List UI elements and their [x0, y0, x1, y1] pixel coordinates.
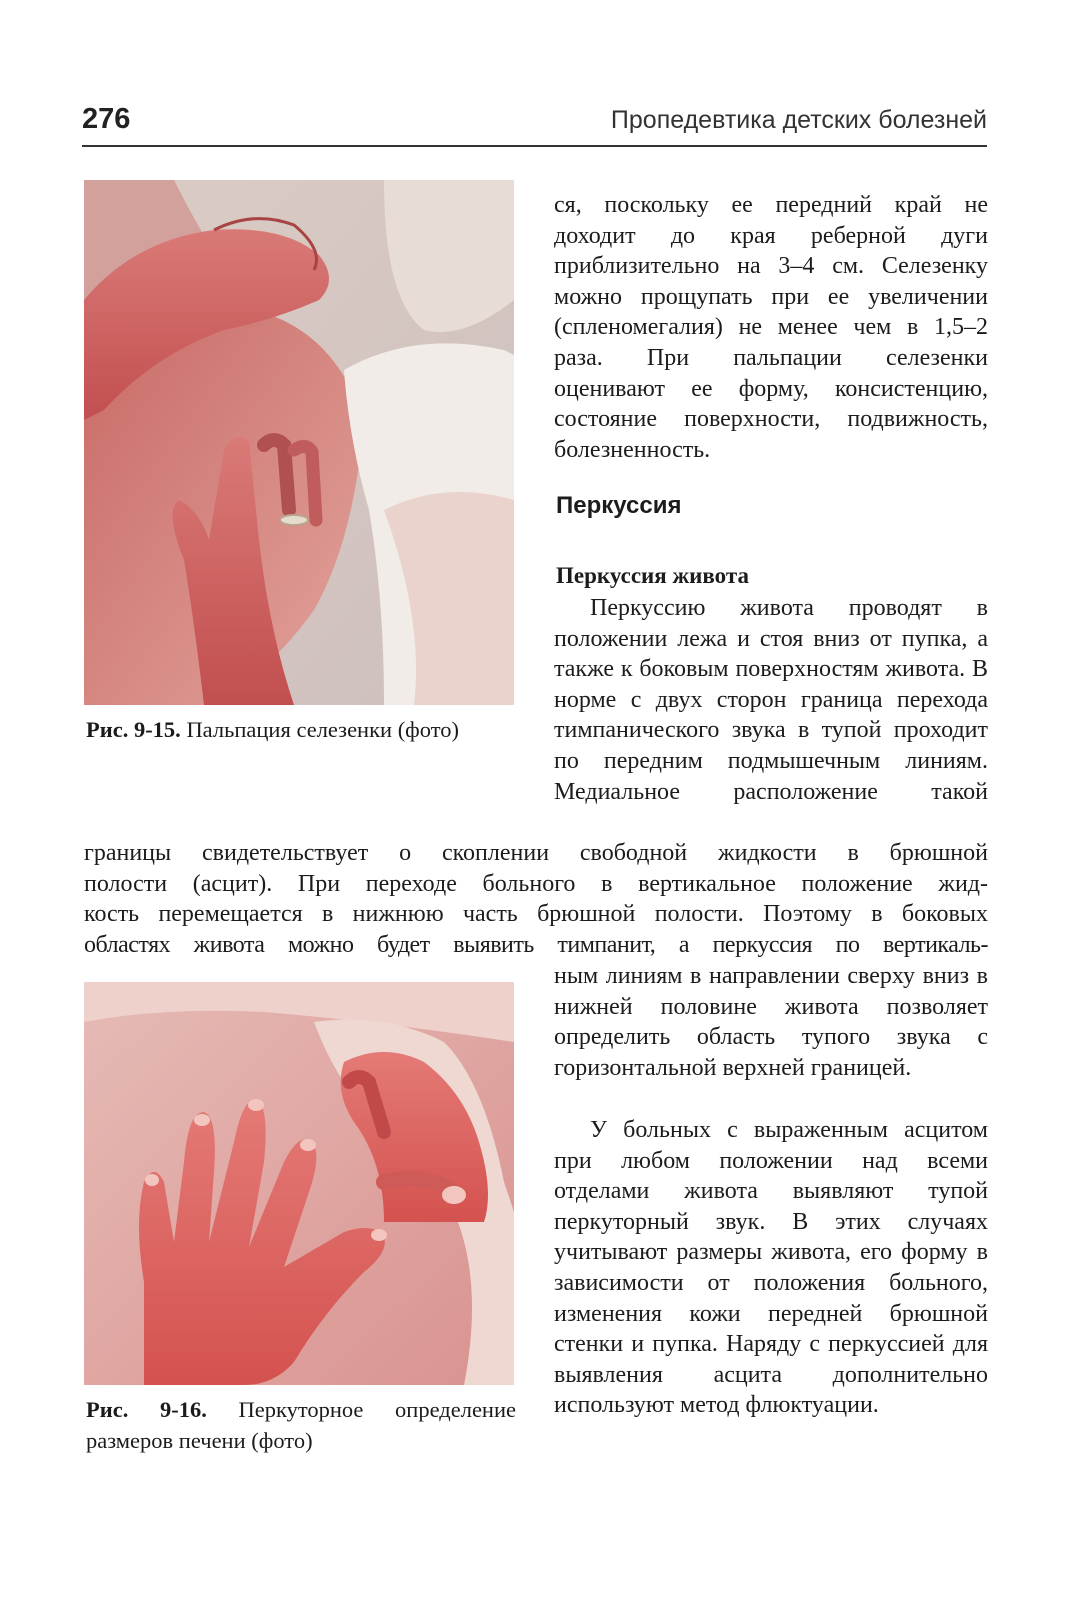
- text-line: областях живота можно будет выявить тимпанит, а перкуссия по вертикаль-: [84, 931, 988, 958]
- section-heading: Перкуссия: [556, 492, 682, 519]
- paragraph-1-end: ным линиям в направлении сверху вниз в нижней половине живота позволяет определить область тупого звука с горизонтальной верхней границей.: [554, 963, 988, 1081]
- figure-9-16-photo: [84, 982, 514, 1385]
- header-rule: [82, 145, 987, 147]
- figure-9-15-caption: [86, 714, 526, 745]
- page-number: 276: [82, 103, 131, 135]
- paragraph-1-start: Перкуссию живота проводят в положении лежа и стоя вниз от пупка, а также к боковым поверхностям живота. В норме с двух сторон граница перехода тимпанического звука в тупой проходит по передним подмышечным линиям. Медиальное расположение такой: [554, 595, 988, 805]
- figure-label: Рис. 9-15.: [86, 717, 181, 742]
- running-head-title: Пропедевтика детских болезней: [610, 106, 987, 134]
- subsection-heading: Перкуссия живота: [556, 563, 749, 588]
- text-line: полости (асцит). При переходе больного в вертикальное положение жид-: [84, 870, 988, 897]
- paragraph-continuation: ся, поскольку ее передний край не доходит до края реберной дуги приблизительно на 3–4 см. Селезенку можно прощупать при ее увеличении (спленомегалия) не менее чем в 1,5–2 раза. При пальпации селезенки оценивают ее форму, консистенцию, состояние поверхности, подвижность, болезненность.: [554, 192, 988, 463]
- figure-label: Рис. 9-16.: [86, 1397, 207, 1422]
- figure-9-15-photo: [84, 180, 514, 705]
- paragraph-2: У больных с выраженным асцитом при любом положении над всеми отделами живота выявляют тупой перкуторный звук. В этих случаях учитывают размеры живота, его форму в зависимости от положения больного, изменения кожи передней брюшной стенки и пупка. Наряду с перкуссией для выявления асцита дополнительно используют метод флюктуации.: [554, 1117, 988, 1419]
- paragraph-1-fullwidth: [84, 838, 988, 960]
- text-line: кость перемещается в нижнюю часть брюшной полости. Поэтому в боковых: [84, 901, 988, 928]
- figure-9-16-caption: [86, 1394, 516, 1456]
- text-line: границы свидетельствует о скоплении свободной жидкости в брюшной: [84, 840, 988, 866]
- figure-caption-text: Пальпация селезенки (фото): [186, 717, 459, 742]
- figure-caption-text: Перкуторное определение размеров печени (фото): [86, 1397, 516, 1453]
